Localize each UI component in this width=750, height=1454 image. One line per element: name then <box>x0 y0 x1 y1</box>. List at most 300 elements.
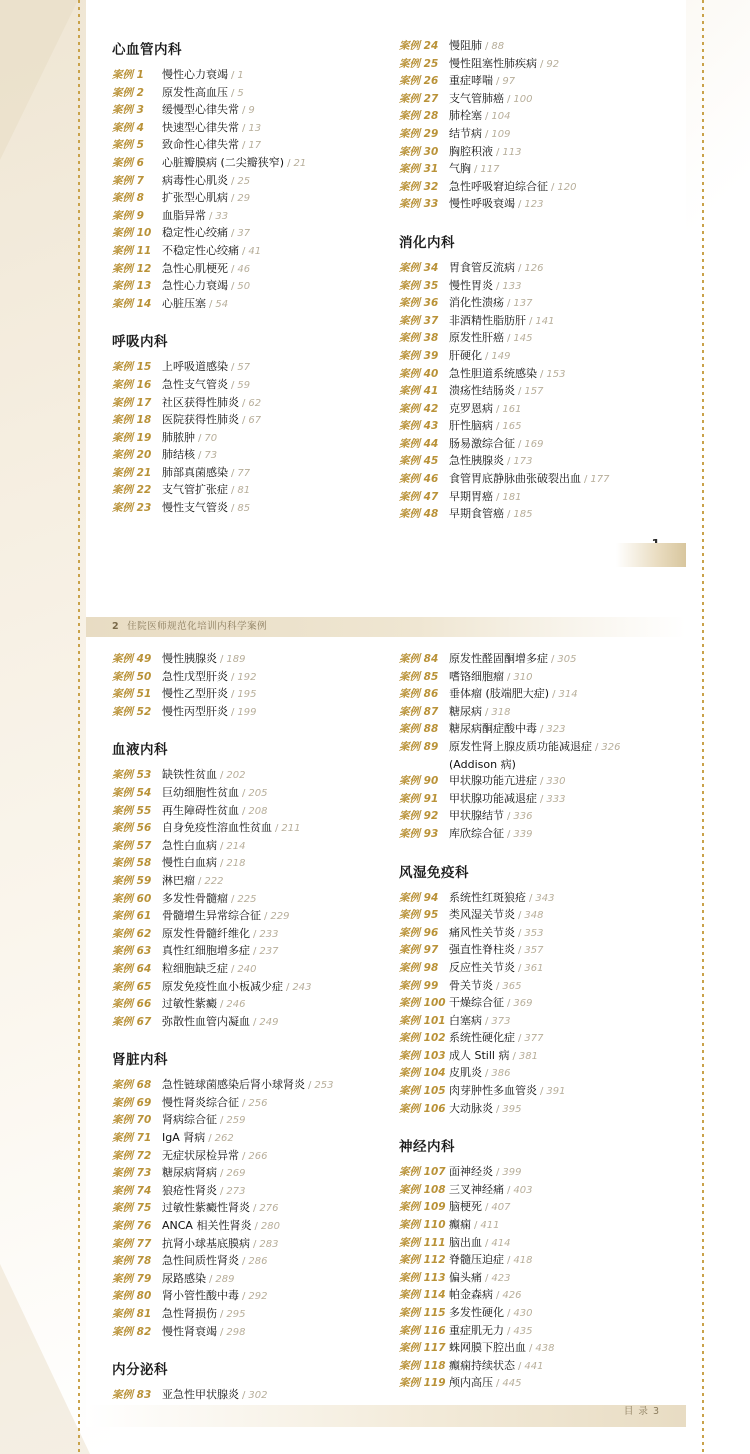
toc-entry-title: 帕金森病 <box>449 1288 493 1302</box>
toc-entry[interactable] <box>399 942 660 960</box>
toc-entry[interactable] <box>112 85 373 103</box>
toc-entry[interactable] <box>399 808 660 826</box>
toc-entry-title: 重症哮喘 <box>449 74 493 88</box>
toc-entry-number: 案例 28 <box>399 110 439 123</box>
toc-entry-title: 稳定性心绞痛 <box>162 226 228 240</box>
toc-entry[interactable] <box>399 73 660 91</box>
toc-entry[interactable] <box>112 767 373 785</box>
toc-entry-title: 病毒性心肌炎 <box>162 173 228 187</box>
toc-entry[interactable] <box>399 1048 660 1066</box>
toc-entry[interactable] <box>399 978 660 996</box>
toc-entry-page: 361 <box>524 962 544 974</box>
toc-entry-page: 62 <box>248 397 262 409</box>
toc-entry-number: 案例 34 <box>399 261 439 274</box>
toc-entry-title: 不稳定性心绞痛 <box>162 243 239 257</box>
toc-entry-separator: / <box>242 1390 246 1402</box>
toc-entry-page: 123 <box>524 199 544 211</box>
toc-entry[interactable] <box>112 412 373 430</box>
toc-entry-number: 案例 29 <box>399 127 439 140</box>
toc-entry-number: 案例 53 <box>112 769 152 782</box>
toc-entry[interactable] <box>112 803 373 821</box>
toc-entry-number: 案例 46 <box>399 473 439 486</box>
toc-entry-number: 案例 97 <box>399 944 439 957</box>
toc-entry-separator: / <box>231 263 235 275</box>
toc-entry[interactable] <box>399 506 660 524</box>
toc-entry-separator: / <box>485 350 489 362</box>
toc-entry-separator: / <box>209 1273 213 1285</box>
toc-entry[interactable] <box>399 686 660 704</box>
toc-entry-title: 类风湿关节炎 <box>449 908 515 922</box>
toc-entry-title: 脊髓压迫症 <box>449 1253 504 1267</box>
toc-entry-separator: / <box>595 741 599 753</box>
toc-entry[interactable] <box>112 278 373 296</box>
toc-entry[interactable] <box>112 943 373 961</box>
toc-entry-page: 37 <box>237 228 251 240</box>
toc-entry[interactable] <box>399 126 660 144</box>
toc-entry-separator: / <box>485 41 489 52</box>
toc-entry[interactable] <box>399 907 660 925</box>
toc-entry-separator: / <box>242 415 246 427</box>
toc-entry-separator: / <box>507 1325 511 1337</box>
toc-entry[interactable] <box>399 826 660 844</box>
toc-entry[interactable] <box>112 1014 373 1032</box>
toc-entry-page: 185 <box>513 509 533 521</box>
toc-entry-separator: / <box>242 245 246 257</box>
toc-entry[interactable] <box>112 225 373 243</box>
toc-entry[interactable] <box>399 1101 660 1119</box>
toc-entry[interactable] <box>399 925 660 943</box>
toc-entry-number: 案例 117 <box>399 1342 446 1355</box>
toc-entry-number: 案例 44 <box>399 437 439 450</box>
toc-entry-number: 案例 64 <box>112 962 152 975</box>
toc-entry[interactable] <box>399 739 660 757</box>
toc-entry-page: 59 <box>237 379 251 391</box>
toc-entry-page: 5 <box>237 87 244 99</box>
toc-entry-number: 案例 21 <box>112 466 152 479</box>
toc-entry[interactable] <box>399 1287 660 1305</box>
toc-entry[interactable] <box>399 401 660 419</box>
toc-entry[interactable] <box>112 296 373 314</box>
toc-entry-separator: / <box>231 281 235 293</box>
toc-entry-separator: / <box>496 491 500 503</box>
toc-entry-title: 急性支气管炎 <box>162 377 228 391</box>
toc-entry[interactable] <box>399 1340 660 1358</box>
toc-entry-title: 慢性支气管炎 <box>162 501 228 515</box>
toc-entry-page: 205 <box>248 787 268 799</box>
toc-entry[interactable] <box>112 926 373 944</box>
toc-entry[interactable] <box>112 208 373 226</box>
toc-entry[interactable] <box>399 330 660 348</box>
toc-entry-page: 249 <box>259 1016 279 1028</box>
toc-entry-page: 276 <box>259 1203 279 1215</box>
toc-entry-number: 案例 4 <box>112 121 144 134</box>
toc-entry-separator: / <box>496 146 500 158</box>
toc-entry[interactable] <box>399 995 660 1013</box>
toc-entry-number: 案例 83 <box>112 1389 152 1402</box>
toc-entry-title: 结节病 <box>449 126 482 140</box>
toc-entry-title: 溃疡性结肠炎 <box>449 384 515 398</box>
toc-entry-title: 支气管肺癌 <box>449 91 504 105</box>
toc-entry-number: 案例 67 <box>112 1015 152 1028</box>
toc-entry-separator: / <box>551 181 555 193</box>
toc-entry-number: 案例 94 <box>399 891 439 904</box>
toc-entry[interactable] <box>112 1165 373 1183</box>
toc-entry-title: 过敏性紫癜性肾炎 <box>162 1201 250 1215</box>
toc-entry-number: 案例 78 <box>112 1255 152 1268</box>
toc-entry-number: 案例 74 <box>112 1184 152 1197</box>
toc-entry-number: 案例 66 <box>112 998 152 1011</box>
toc-entry-number: 案例 69 <box>112 1096 152 1109</box>
toc-entry-number: 案例 101 <box>399 1014 446 1027</box>
toc-entry[interactable] <box>112 447 373 465</box>
toc-entry-title: 慢性心力衰竭 <box>162 68 228 81</box>
toc-section-heading: 消化内科 <box>399 234 455 251</box>
toc-entry[interactable] <box>112 1218 373 1236</box>
toc-entry-page: 141 <box>535 315 555 327</box>
toc-entry-number: 案例 10 <box>112 227 152 240</box>
toc-entry-page: 149 <box>491 350 511 362</box>
toc-entry-title: 肺栓塞 <box>449 109 482 123</box>
toc-entry[interactable] <box>112 261 373 279</box>
toc-entry-page: 314 <box>558 689 578 701</box>
toc-entry-number: 案例 72 <box>112 1149 152 1162</box>
toc-entry-page: 423 <box>491 1272 511 1284</box>
toc-entry-number: 案例 90 <box>399 775 439 788</box>
toc-entry-number: 案例 27 <box>399 92 439 105</box>
toc-entry-title: 早期食管癌 <box>449 507 504 521</box>
toc-entry-number: 案例 6 <box>112 156 144 169</box>
toc-entry-number: 案例 116 <box>399 1324 446 1337</box>
toc-entry-title: 系统性硬化症 <box>449 1031 515 1045</box>
toc-entry[interactable] <box>112 1387 373 1405</box>
toc-entry-separator: / <box>507 298 511 310</box>
toc-entry-title: 肾病综合征 <box>162 1113 217 1127</box>
toc-entry-number: 案例 112 <box>399 1254 446 1267</box>
toc-entry[interactable] <box>399 471 660 489</box>
toc-entry[interactable] <box>399 161 660 179</box>
toc-entry[interactable] <box>112 785 373 803</box>
toc-entry-page: 330 <box>546 776 566 788</box>
toc-entry-title: 食管胃底静脉曲张破裂出血 <box>449 472 581 486</box>
toc-entry[interactable] <box>112 651 373 669</box>
toc-entry-title: 巨幼细胞性贫血 <box>162 785 239 799</box>
toc-entry-title: 甲状腺功能亢进症 <box>449 774 537 788</box>
toc-entry[interactable] <box>399 144 660 162</box>
toc-entry-separator: / <box>540 793 544 805</box>
toc-entry[interactable] <box>399 366 660 384</box>
toc-entry-separator: / <box>242 1097 246 1109</box>
toc-entry-title: 早期胃癌 <box>449 489 493 503</box>
toc-entry-number: 案例 86 <box>399 688 439 701</box>
toc-entry-page: 145 <box>513 333 533 345</box>
toc-entry[interactable] <box>112 243 373 261</box>
toc-entry[interactable] <box>399 383 660 401</box>
toc-entry[interactable] <box>399 651 660 669</box>
toc-entry-separator: / <box>474 164 478 176</box>
toc-entry-number: 案例 103 <box>399 1049 446 1062</box>
toc-entry[interactable] <box>399 1358 660 1376</box>
toc-entry-number: 案例 92 <box>399 810 439 823</box>
toc-columns-page-1 <box>112 38 660 524</box>
toc-entry[interactable] <box>112 873 373 891</box>
toc-entry-title: 淋巴瘤 <box>162 873 195 887</box>
toc-entry[interactable] <box>399 1199 660 1217</box>
toc-entry-title: 原发免疫性血小板减少症 <box>162 979 283 993</box>
toc-entry-separator: / <box>540 776 544 788</box>
toc-entry-number: 案例 8 <box>112 192 144 205</box>
toc-entry-title: 慢性肾炎综合征 <box>162 1095 239 1109</box>
toc-entry[interactable] <box>112 1236 373 1254</box>
toc-entry-page: 295 <box>226 1309 246 1320</box>
toc-entry-separator: / <box>242 397 246 409</box>
toc-entry-title: 扩张型心肌病 <box>162 191 228 205</box>
toc-entry[interactable] <box>399 108 660 126</box>
toc-entry[interactable] <box>399 1270 660 1288</box>
toc-entry[interactable] <box>112 377 373 395</box>
toc-entry-page: 305 <box>557 654 577 665</box>
toc-entry[interactable] <box>112 855 373 873</box>
toc-entry[interactable] <box>112 482 373 500</box>
toc-entry[interactable] <box>399 38 660 56</box>
toc-entry[interactable] <box>399 1305 660 1323</box>
toc-entry[interactable] <box>112 838 373 856</box>
toc-entry[interactable] <box>112 908 373 926</box>
toc-entry[interactable] <box>399 960 660 978</box>
toc-entry[interactable] <box>399 1182 660 1200</box>
toc-entry-page: 369 <box>513 998 533 1010</box>
toc-entry-page: 426 <box>502 1290 522 1302</box>
toc-entry-page: 88 <box>491 41 505 52</box>
toc-entry-number: 案例 55 <box>112 804 152 817</box>
toc-entry-separator: / <box>220 858 224 870</box>
toc-entry[interactable] <box>112 1112 373 1130</box>
toc-section-heading: 神经内科 <box>399 1139 455 1156</box>
toc-entry-title: 三叉神经痛 <box>449 1182 504 1196</box>
toc-entry-separator: / <box>485 1202 489 1214</box>
toc-entry[interactable] <box>112 1130 373 1148</box>
toc-entry-page: 73 <box>204 450 218 462</box>
toc-entry[interactable] <box>112 1324 373 1342</box>
toc-entry-number: 案例 82 <box>112 1325 152 1338</box>
toc-entry[interactable] <box>399 1030 660 1048</box>
toc-entry-separator: / <box>220 999 224 1011</box>
toc-entry[interactable] <box>399 278 660 296</box>
toc-entry-separator: / <box>220 654 224 665</box>
toc-entry-title: 慢性白血病 <box>162 856 217 870</box>
toc-entry[interactable] <box>399 669 660 687</box>
toc-entry-separator: / <box>231 963 235 975</box>
toc-entry[interactable] <box>112 1253 373 1271</box>
toc-entry-number: 案例 70 <box>112 1114 152 1127</box>
toc-entry-page: 240 <box>237 963 257 975</box>
toc-entry[interactable] <box>399 704 660 722</box>
toc-entry-separator: / <box>496 1378 500 1390</box>
toc-entry[interactable] <box>399 890 660 908</box>
toc-entry[interactable] <box>399 1065 660 1083</box>
toc-entry[interactable] <box>112 1183 373 1201</box>
toc-entry-title: 医院获得性肺炎 <box>162 413 239 427</box>
toc-entry[interactable] <box>112 1095 373 1113</box>
toc-entry[interactable] <box>399 489 660 507</box>
toc-entry[interactable] <box>399 1217 660 1235</box>
toc-entry-separator: / <box>512 1050 516 1062</box>
toc-entry[interactable] <box>399 453 660 471</box>
toc-entry[interactable] <box>112 102 373 120</box>
toc-entry-page: 97 <box>502 76 516 88</box>
toc-entry[interactable] <box>112 961 373 979</box>
toc-entry[interactable] <box>112 1271 373 1289</box>
toc-entry-number: 案例 16 <box>112 378 152 391</box>
toc-entry-page: 266 <box>248 1150 268 1162</box>
toc-entry[interactable] <box>399 91 660 109</box>
decorative-footer-band <box>86 1405 686 1427</box>
toc-entry[interactable] <box>399 1235 660 1253</box>
toc-entry-page: 218 <box>226 858 246 870</box>
toc-entry-title: 急性胰腺炎 <box>449 454 504 468</box>
toc-entry-page: 256 <box>248 1097 268 1109</box>
toc-entry-page: 253 <box>314 1080 334 1092</box>
toc-entry[interactable] <box>112 395 373 413</box>
toc-entry-page: 126 <box>524 262 544 274</box>
toc-entry-separator: / <box>552 689 556 701</box>
toc-entry[interactable] <box>399 1164 660 1182</box>
toc-entry[interactable] <box>112 669 373 687</box>
toc-entry-separator: / <box>584 474 588 486</box>
toc-entry-number: 案例 102 <box>399 1032 446 1045</box>
toc-entry[interactable] <box>112 190 373 208</box>
toc-entry[interactable] <box>112 359 373 377</box>
toc-entry-page: 262 <box>214 1133 234 1145</box>
toc-entry-separator: / <box>231 379 235 391</box>
toc-entry-number: 案例 107 <box>399 1166 446 1179</box>
toc-entry-title: 慢性胰腺炎 <box>162 652 217 665</box>
toc-entry-title: 肾小管性酸中毒 <box>162 1289 239 1303</box>
toc-entry[interactable] <box>112 1200 373 1218</box>
toc-entry[interactable] <box>399 418 660 436</box>
toc-entry-number: 案例 111 <box>399 1236 446 1249</box>
toc-entry[interactable] <box>399 179 660 197</box>
toc-entry-separator: / <box>220 840 224 852</box>
toc-entry-number: 案例 37 <box>399 314 439 327</box>
toc-entry[interactable] <box>112 1288 373 1306</box>
toc-entry-title: 骨关节炎 <box>449 978 493 992</box>
toc-entry-number: 案例 45 <box>399 455 439 468</box>
toc-entry-separator: / <box>231 362 235 374</box>
toc-entry-separator: / <box>540 1086 544 1098</box>
toc-entry-page: 50 <box>237 281 251 293</box>
toc-entry-title: 克罗恩病 <box>449 401 493 415</box>
toc-entry-title: 糖尿病 <box>449 704 482 718</box>
toc-entry[interactable] <box>399 791 660 809</box>
toc-entry-page: 269 <box>226 1168 246 1180</box>
toc-entry-page: 339 <box>513 828 533 840</box>
toc-entry[interactable] <box>399 196 660 214</box>
toc-entry-separator: / <box>496 280 500 292</box>
toc-entry[interactable] <box>112 465 373 483</box>
toc-entry-separator: / <box>209 298 213 310</box>
toc-entry-title: 粒细胞缺乏症 <box>162 961 228 975</box>
toc-entry-number: 案例 1 <box>112 69 144 81</box>
toc-entry[interactable] <box>399 295 660 313</box>
toc-entry[interactable] <box>399 1323 660 1341</box>
toc-entry[interactable] <box>399 721 660 739</box>
toc-entry[interactable] <box>112 430 373 448</box>
toc-entry-page: 113 <box>502 146 522 158</box>
toc-entry[interactable] <box>399 1083 660 1101</box>
toc-section-heading: 肾脏内科 <box>112 1052 168 1069</box>
toc-entry[interactable] <box>112 996 373 1014</box>
toc-entry-page: 195 <box>237 689 257 701</box>
toc-section-heading: 呼吸内科 <box>112 334 168 351</box>
toc-entry-number: 案例 76 <box>112 1220 152 1233</box>
toc-entry-page: 280 <box>260 1221 280 1233</box>
toc-entry[interactable] <box>399 56 660 74</box>
toc-entry-page: 192 <box>237 671 257 683</box>
toc-entry[interactable] <box>112 820 373 838</box>
toc-entry-separator: / <box>220 1168 224 1180</box>
toc-entry[interactable] <box>112 891 373 909</box>
toc-entry-title: 上呼吸道感染 <box>162 360 228 374</box>
footer-label: 目 录 <box>623 1406 649 1417</box>
toc-entry[interactable] <box>399 313 660 331</box>
toc-entry[interactable] <box>112 1306 373 1324</box>
toc-entry[interactable] <box>112 137 373 155</box>
toc-entry[interactable] <box>112 173 373 191</box>
toc-entry[interactable] <box>399 436 660 454</box>
toc-entry-title: 系统性红斑狼疮 <box>449 890 526 904</box>
toc-entry[interactable] <box>112 155 373 173</box>
toc-entry[interactable] <box>112 67 373 85</box>
dotted-rule-left <box>78 0 80 1454</box>
toc-entry[interactable] <box>112 1077 373 1095</box>
toc-entry-title: 真性红细胞增多症 <box>162 944 250 958</box>
toc-entry-number: 案例 68 <box>112 1079 152 1092</box>
toc-entry-separator: / <box>231 485 235 497</box>
toc-entry[interactable] <box>112 704 373 722</box>
toc-entry[interactable] <box>112 120 373 138</box>
toc-entry-page: 310 <box>513 671 533 683</box>
toc-entry[interactable] <box>399 773 660 791</box>
toc-entry-number: 案例 3 <box>112 104 144 117</box>
toc-entry[interactable] <box>112 500 373 518</box>
toc-entry-title: 急性戊型肝炎 <box>162 669 228 683</box>
toc-entry[interactable] <box>112 1148 373 1166</box>
toc-entry[interactable] <box>112 686 373 704</box>
toc-entry-page: 169 <box>524 438 544 450</box>
toc-entry[interactable] <box>399 348 660 366</box>
toc-entry-number: 案例 38 <box>399 332 439 345</box>
toc-column-left-page-1 <box>112 38 373 524</box>
toc-entry-separator: / <box>231 893 235 905</box>
toc-entry-number: 案例 96 <box>399 926 439 939</box>
toc-entry[interactable] <box>399 1252 660 1270</box>
toc-entry-page: 29 <box>237 193 251 205</box>
toc-entry-separator: / <box>231 87 235 99</box>
toc-entry[interactable] <box>399 1013 660 1031</box>
toc-entry-number: 案例 93 <box>399 827 439 840</box>
toc-entry-separator: / <box>231 193 235 205</box>
toc-entry[interactable] <box>112 979 373 997</box>
toc-entry-separator: / <box>231 671 235 683</box>
toc-entry-number: 案例 104 <box>399 1067 446 1080</box>
toc-entry[interactable] <box>399 1375 660 1393</box>
toc-entry[interactable] <box>399 260 660 278</box>
toc-entry-title: 癫痫持续状态 <box>449 1358 515 1372</box>
toc-entry-title: 痛风性关节炎 <box>449 925 515 939</box>
toc-entry-page: 286 <box>248 1256 268 1268</box>
toc-entry-page: 395 <box>502 1103 522 1115</box>
toc-entry-title: 慢性丙型肝炎 <box>162 704 228 718</box>
